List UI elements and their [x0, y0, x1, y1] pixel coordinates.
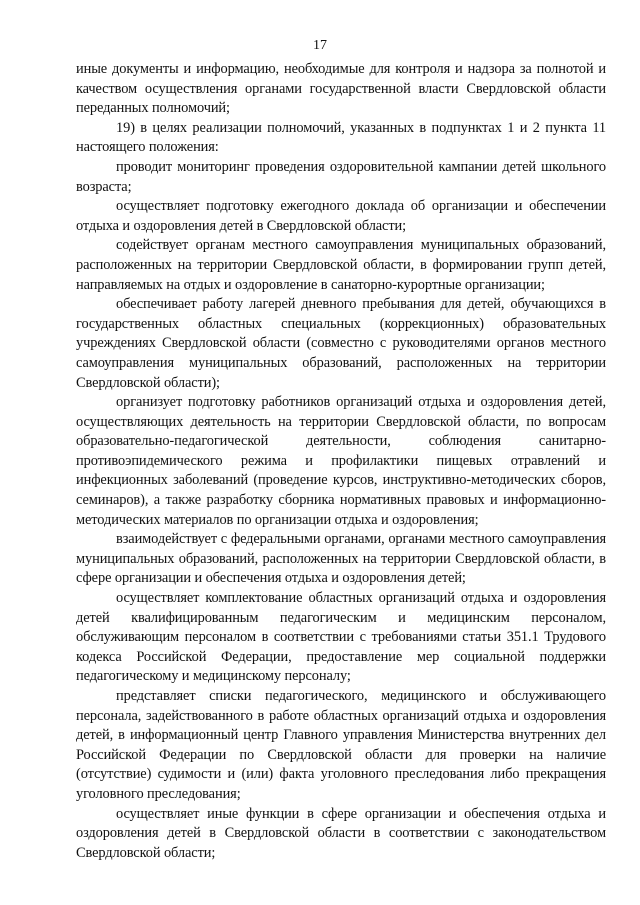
document-body — [76, 60, 606, 863]
paragraph-interaction: взаимодействует с федеральными органами, органами местного самоуправления муниципальных образований, расположенных на территории Свердловской области, в сфере организации и обеспечения отдыха и оздоровления детей; — [76, 531, 606, 587]
paragraph-other-functions: осуществляет иные функции в сфере организации и обеспечения отдыха и оздоровления детей в Свердловской области в соответствии с законодательством Свердловской области; — [76, 805, 606, 861]
page-number: 17 — [313, 38, 327, 53]
paragraph-item-19: 19) в целях реализации полномочий, указанных в подпунктах 1 и 2 пункта 11 настоящего положения: — [76, 119, 606, 156]
paragraph-staff-training: организует подготовку работников организаций отдыха и оздоровления детей, осуществляющих деятельность на территории Свердловской области, по вопросам образовательно-педагогической деятельности, соблюдения санитарно-противоэпидемического режима и профилактики пищевых отравлений и инфекционных заболеваний (проведение курсов, инструктивно-методических сборов, семинаров), а также разработку сборника нормативных правовых и информационно-методических материалов по организации отдыха и оздоровления; — [76, 394, 606, 528]
paragraph-monitoring: проводит мониторинг проведения оздоровительной кампании детей школьного возраста; — [76, 158, 606, 195]
paragraph-personnel-lists: представляет списки педагогического, медицинского и обслуживающего персонала, задействованного в работе областных организаций отдыха и оздоровления детей, в информационный центр Главного управления Министерства внутренних дел Российской Федерации по Свердловской области для проверки на наличие (отсутствие) судимости и (или) факта уголовного преследования либо прекращения уголовного преследования; — [76, 688, 606, 802]
paragraph-assists-local-government: содействует органам местного самоуправления муниципальных образований, расположенных на территории Свердловской области, в формировании групп детей, направляемых на отдых и оздоровление в санаторно-курортные организации; — [76, 237, 606, 293]
paragraph-staffing: осуществляет комплектование областных организаций отдыха и оздоровления детей квалифицированным педагогическим и медицинским персоналом, обслуживающим персоналом в соответствии с требованиями статьи 351.1 Трудового кодекса Российской Федерации, предоставление мер социальной поддержки педагогическому и медицинскому персоналу; — [76, 590, 606, 685]
paragraph-annual-report: осуществляет подготовку ежегодного доклада об организации и обеспечении отдыха и оздоровления детей в Свердловской области; — [76, 198, 606, 234]
paragraph-day-camps: обеспечивает работу лагерей дневного пребывания для детей, обучающихся в государственных областных специальных (коррекционных) образовательных учреждениях Свердловской области (совместно с руководителями органов местного самоуправления муниципальных образований, расположенных на территории Свердловской области); — [76, 296, 606, 391]
paragraph-continuation: иные документы и информацию, необходимые для контроля и надзора за полнотой и качеством осуществления органами государственной власти Свердловской области переданных полномочий; — [76, 61, 606, 117]
